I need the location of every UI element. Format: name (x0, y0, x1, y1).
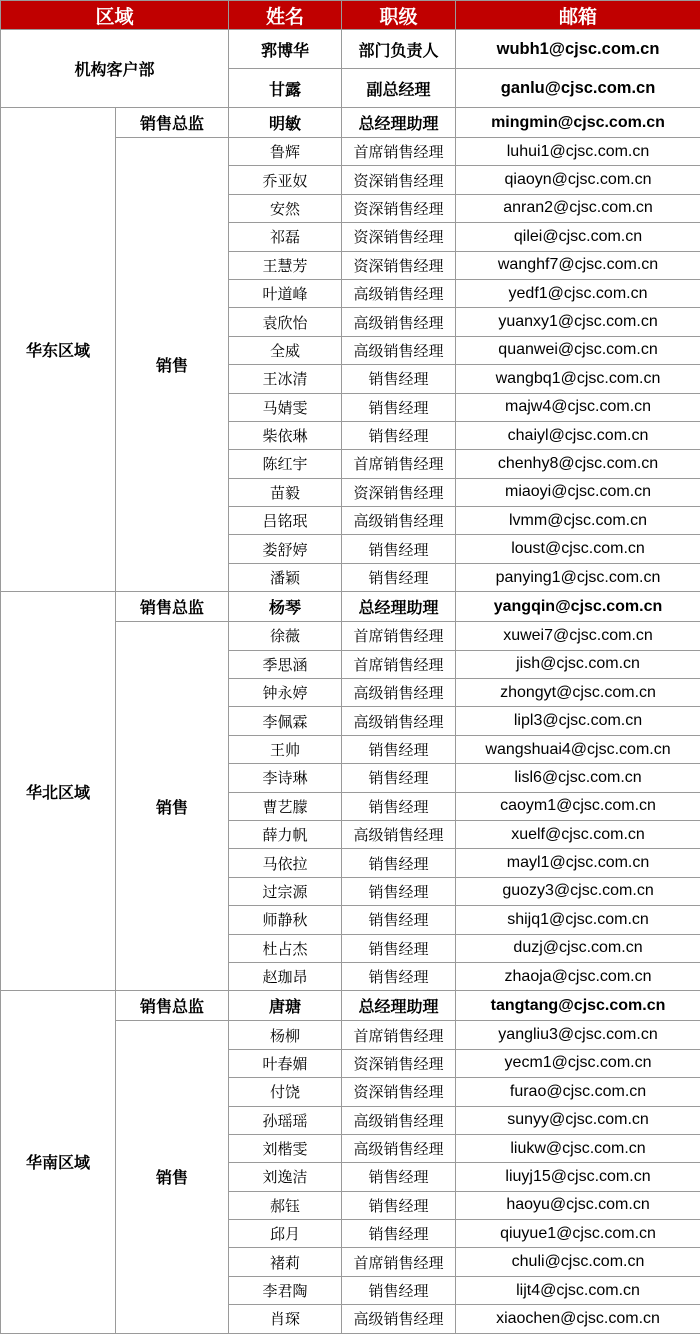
person-email: panying1@cjsc.com.cn (456, 563, 700, 591)
director-row (1, 592, 700, 622)
person-email: yangqin@cjsc.com.cn (456, 592, 700, 622)
person-email: furao@cjsc.com.cn (456, 1078, 700, 1106)
person-email: ganlu@cjsc.com.cn (456, 69, 700, 108)
person-level: 总经理助理 (342, 108, 456, 138)
region-label: 华南区域 (1, 991, 116, 1333)
person-level: 销售经理 (342, 421, 456, 449)
person-level: 销售经理 (342, 1163, 456, 1191)
person-name: 师静秋 (229, 906, 342, 934)
director-role: 销售总监 (116, 592, 229, 622)
person-email: haoyu@cjsc.com.cn (456, 1191, 700, 1219)
person-email: duzj@cjsc.com.cn (456, 934, 700, 962)
person-name: 郛博华 (229, 30, 342, 69)
person-email: liukw@cjsc.com.cn (456, 1134, 700, 1162)
person-email: miaoyi@cjsc.com.cn (456, 478, 700, 506)
person-name: 苗毅 (229, 478, 342, 506)
person-email: xiaochen@cjsc.com.cn (456, 1305, 700, 1333)
person-level: 销售经理 (342, 1220, 456, 1248)
person-name: 曹艺朦 (229, 792, 342, 820)
person-email: lvmm@cjsc.com.cn (456, 507, 700, 535)
person-level: 资深销售经理 (342, 1049, 456, 1077)
person-name: 潘颖 (229, 563, 342, 591)
person-email: xuwei7@cjsc.com.cn (456, 622, 700, 650)
header-region: 区域 (1, 1, 229, 30)
person-level: 销售经理 (342, 1191, 456, 1219)
person-email: qilei@cjsc.com.cn (456, 223, 700, 251)
person-name: 杜占杰 (229, 934, 342, 962)
person-level: 高级销售经理 (342, 1134, 456, 1162)
person-level: 资深销售经理 (342, 166, 456, 194)
person-email: luhui1@cjsc.com.cn (456, 138, 700, 166)
person-name: 杨琴 (229, 592, 342, 622)
person-name: 褚莉 (229, 1248, 342, 1276)
director-role: 销售总监 (116, 991, 229, 1021)
person-level: 首席销售经理 (342, 650, 456, 678)
person-name: 乔亚奴 (229, 166, 342, 194)
person-level: 高级销售经理 (342, 679, 456, 707)
person-email: wubh1@cjsc.com.cn (456, 30, 700, 69)
person-name: 祁磊 (229, 223, 342, 251)
director-role: 销售总监 (116, 108, 229, 138)
person-name: 娄舒婷 (229, 535, 342, 563)
person-email: anran2@cjsc.com.cn (456, 194, 700, 222)
person-level: 部门负责人 (342, 30, 456, 69)
person-level: 销售经理 (342, 735, 456, 763)
person-email: yecm1@cjsc.com.cn (456, 1049, 700, 1077)
person-name: 肖琛 (229, 1305, 342, 1333)
person-email: chuli@cjsc.com.cn (456, 1248, 700, 1276)
sales-role: 销售 (116, 1021, 229, 1333)
person-name: 柴依琳 (229, 421, 342, 449)
person-email: guozy3@cjsc.com.cn (456, 877, 700, 905)
region-label: 华北区域 (1, 592, 116, 991)
person-level: 高级销售经理 (342, 507, 456, 535)
person-level: 副总经理 (342, 69, 456, 108)
person-email: sunyy@cjsc.com.cn (456, 1106, 700, 1134)
person-name: 全威 (229, 336, 342, 364)
sales-role: 销售 (116, 138, 229, 592)
person-email: liuyj15@cjsc.com.cn (456, 1163, 700, 1191)
person-name: 李诗琳 (229, 764, 342, 792)
person-name: 季思涵 (229, 650, 342, 678)
person-level: 资深销售经理 (342, 194, 456, 222)
person-name: 徐薇 (229, 622, 342, 650)
person-name: 马依拉 (229, 849, 342, 877)
person-level: 高级销售经理 (342, 279, 456, 307)
person-email: zhaoja@cjsc.com.cn (456, 962, 700, 990)
person-level: 资深销售经理 (342, 251, 456, 279)
person-level: 销售经理 (342, 877, 456, 905)
person-level: 销售经理 (342, 962, 456, 990)
sales-role: 销售 (116, 622, 229, 991)
person-level: 首席销售经理 (342, 1248, 456, 1276)
person-email: wangbq1@cjsc.com.cn (456, 365, 700, 393)
person-level: 销售经理 (342, 849, 456, 877)
institution-row (1, 30, 700, 69)
person-level: 高级销售经理 (342, 820, 456, 848)
person-level: 首席销售经理 (342, 138, 456, 166)
person-name: 唐瑭 (229, 991, 342, 1021)
person-email: chaiyl@cjsc.com.cn (456, 421, 700, 449)
person-email: lisl6@cjsc.com.cn (456, 764, 700, 792)
person-email: mayl1@cjsc.com.cn (456, 849, 700, 877)
person-email: yuanxy1@cjsc.com.cn (456, 308, 700, 336)
person-level: 销售经理 (342, 934, 456, 962)
person-email: majw4@cjsc.com.cn (456, 393, 700, 421)
person-email: lipl3@cjsc.com.cn (456, 707, 700, 735)
person-level: 首席销售经理 (342, 622, 456, 650)
person-name: 明敏 (229, 108, 342, 138)
person-level: 总经理助理 (342, 592, 456, 622)
person-level: 高级销售经理 (342, 1305, 456, 1333)
person-name: 甘露 (229, 69, 342, 108)
person-email: qiaoyn@cjsc.com.cn (456, 166, 700, 194)
person-name: 刘逸洁 (229, 1163, 342, 1191)
person-name: 鲁辉 (229, 138, 342, 166)
person-name: 王帅 (229, 735, 342, 763)
person-level: 总经理助理 (342, 991, 456, 1021)
person-name: 钟永婷 (229, 679, 342, 707)
person-name: 李君陶 (229, 1276, 342, 1304)
person-email: jish@cjsc.com.cn (456, 650, 700, 678)
person-email: qiuyue1@cjsc.com.cn (456, 1220, 700, 1248)
person-email: xuelf@cjsc.com.cn (456, 820, 700, 848)
person-level: 销售经理 (342, 906, 456, 934)
person-level: 高级销售经理 (342, 336, 456, 364)
person-name: 安然 (229, 194, 342, 222)
person-level: 资深销售经理 (342, 478, 456, 506)
person-level: 销售经理 (342, 792, 456, 820)
region-label: 华东区域 (1, 108, 116, 592)
institution-label: 机构客户部 (1, 30, 229, 108)
person-email: wanghf7@cjsc.com.cn (456, 251, 700, 279)
director-row (1, 108, 700, 138)
person-level: 销售经理 (342, 1276, 456, 1304)
person-name: 吕铭珉 (229, 507, 342, 535)
person-name: 马婧雯 (229, 393, 342, 421)
person-name: 郝钰 (229, 1191, 342, 1219)
person-level: 资深销售经理 (342, 1078, 456, 1106)
person-level: 高级销售经理 (342, 707, 456, 735)
person-name: 付饶 (229, 1078, 342, 1106)
person-email: caoym1@cjsc.com.cn (456, 792, 700, 820)
header-email: 邮箱 (456, 1, 700, 30)
person-name: 李佩霖 (229, 707, 342, 735)
person-email: shijq1@cjsc.com.cn (456, 906, 700, 934)
person-name: 薛力帆 (229, 820, 342, 848)
person-email: mingmin@cjsc.com.cn (456, 108, 700, 138)
person-name: 陈红宇 (229, 450, 342, 478)
person-level: 销售经理 (342, 535, 456, 563)
person-email: quanwei@cjsc.com.cn (456, 336, 700, 364)
person-name: 叶道峰 (229, 279, 342, 307)
person-name: 王慧芳 (229, 251, 342, 279)
person-level: 销售经理 (342, 563, 456, 591)
person-email: yangliu3@cjsc.com.cn (456, 1021, 700, 1049)
header-row (1, 1, 700, 30)
person-level: 高级销售经理 (342, 1106, 456, 1134)
person-level: 首席销售经理 (342, 1021, 456, 1049)
person-level: 资深销售经理 (342, 223, 456, 251)
person-email: tangtang@cjsc.com.cn (456, 991, 700, 1021)
person-level: 销售经理 (342, 764, 456, 792)
person-name: 孙瑶瑶 (229, 1106, 342, 1134)
person-name: 邱月 (229, 1220, 342, 1248)
person-email: wangshuai4@cjsc.com.cn (456, 735, 700, 763)
person-email: loust@cjsc.com.cn (456, 535, 700, 563)
person-email: chenhy8@cjsc.com.cn (456, 450, 700, 478)
person-name: 叶春媚 (229, 1049, 342, 1077)
person-email: lijt4@cjsc.com.cn (456, 1276, 700, 1304)
person-email: yedf1@cjsc.com.cn (456, 279, 700, 307)
person-name: 过宗源 (229, 877, 342, 905)
person-name: 刘楷雯 (229, 1134, 342, 1162)
person-level: 首席销售经理 (342, 450, 456, 478)
person-name: 袁欣怡 (229, 308, 342, 336)
director-row (1, 991, 700, 1021)
person-level: 高级销售经理 (342, 308, 456, 336)
header-level: 职级 (342, 1, 456, 30)
person-name: 杨柳 (229, 1021, 342, 1049)
person-name: 王冰清 (229, 365, 342, 393)
person-email: zhongyt@cjsc.com.cn (456, 679, 700, 707)
person-level: 销售经理 (342, 393, 456, 421)
header-name: 姓名 (229, 1, 342, 30)
person-name: 赵珈昂 (229, 962, 342, 990)
person-level: 销售经理 (342, 365, 456, 393)
